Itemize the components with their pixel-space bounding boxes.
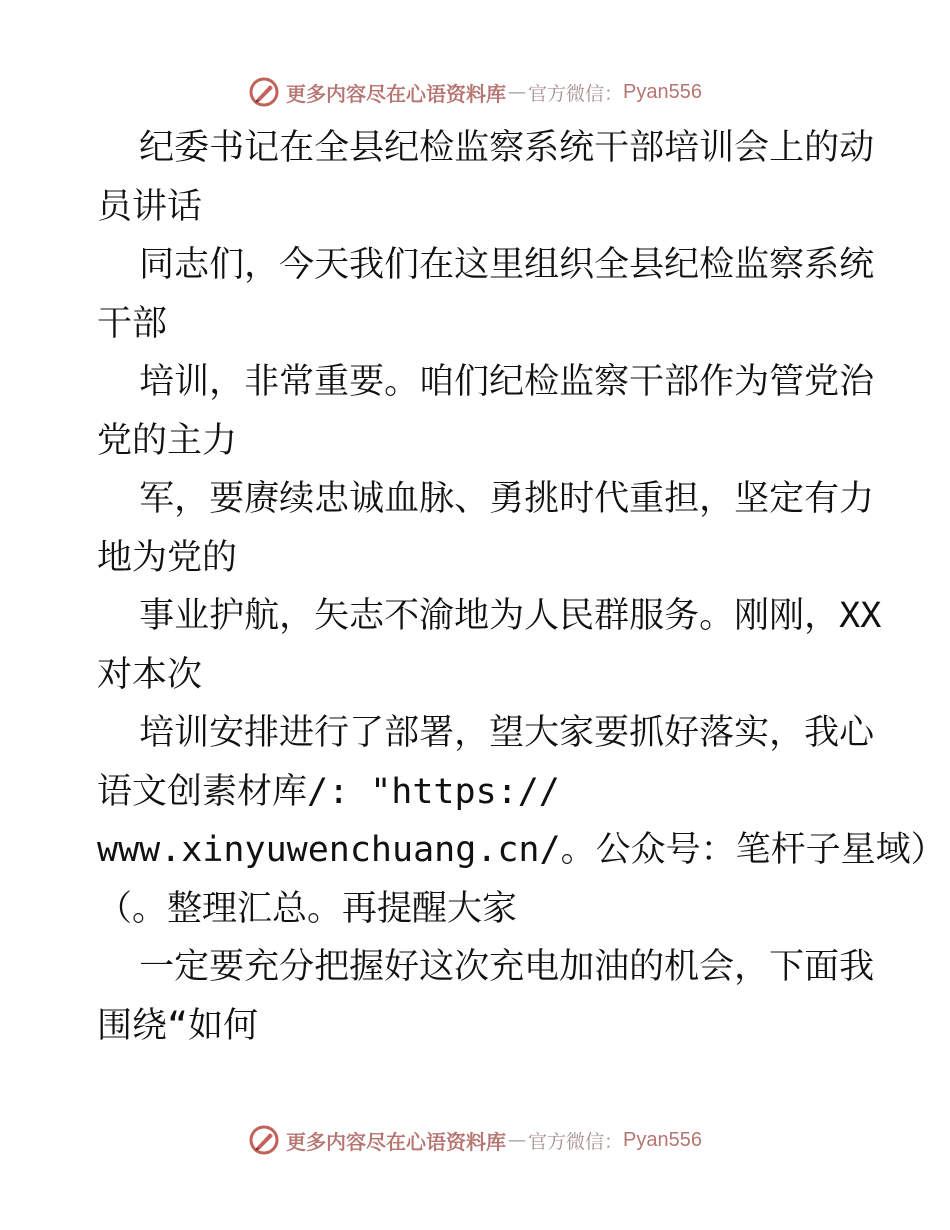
text-line: 一定要充分把握好这次充电加油的机会，下面我 (97, 947, 875, 987)
text-line: 地为党的 (97, 537, 238, 578)
watermark-site-text: 更多内容尽在心语资料库 (286, 81, 506, 106)
text-line: 围绕“如何 (97, 1005, 259, 1046)
text-line: 事业护航，矢志不渝地为人民群服务。刚刚，XX (97, 596, 882, 636)
text-line: 干部 (97, 303, 168, 344)
pen-logo-icon (248, 1124, 280, 1156)
text-line: 军，要赓续忠诚血脉、勇挑时代重担，坚定有力 (97, 479, 875, 519)
text-line: 对本次 (97, 654, 203, 695)
watermark-wechat-id: Pyan556 (623, 1128, 702, 1151)
watermark-wechat-label: 官方微信： (528, 82, 624, 105)
pen-logo-icon (248, 76, 280, 108)
text-line: 纪委书记在全县纪检监察系统干部培训会上的动 (97, 128, 875, 168)
document-body (97, 119, 946, 1055)
text-line: （。整理汇总。再提醒大家 (97, 888, 518, 929)
text-line: 党的主力 (97, 420, 238, 461)
header-watermark (0, 72, 950, 112)
text-line: 语文创素材库/: "https:// (97, 771, 560, 812)
watermark-dash: — (508, 81, 526, 103)
watermark-dash: — (508, 1129, 526, 1151)
text-line: 同志们，今天我们在这里组织全县纪检监察系统 (97, 245, 875, 285)
watermark-wechat-id: Pyan556 (623, 80, 702, 103)
watermark-site-text: 更多内容尽在心语资料库 (286, 1129, 506, 1154)
footer-watermark (0, 1120, 950, 1160)
text-line: 员讲话 (97, 186, 203, 227)
text-line: 培训安排进行了部署，望大家要抓好落实，我心 (97, 713, 875, 753)
text-line: www.xinyuwenchuang.cn/。公众号：笔杆子星域） (97, 830, 946, 870)
text-line: 培训，非常重要。咱们纪检监察干部作为管党治 (97, 362, 875, 402)
watermark-wechat-label: 官方微信： (528, 1130, 624, 1153)
